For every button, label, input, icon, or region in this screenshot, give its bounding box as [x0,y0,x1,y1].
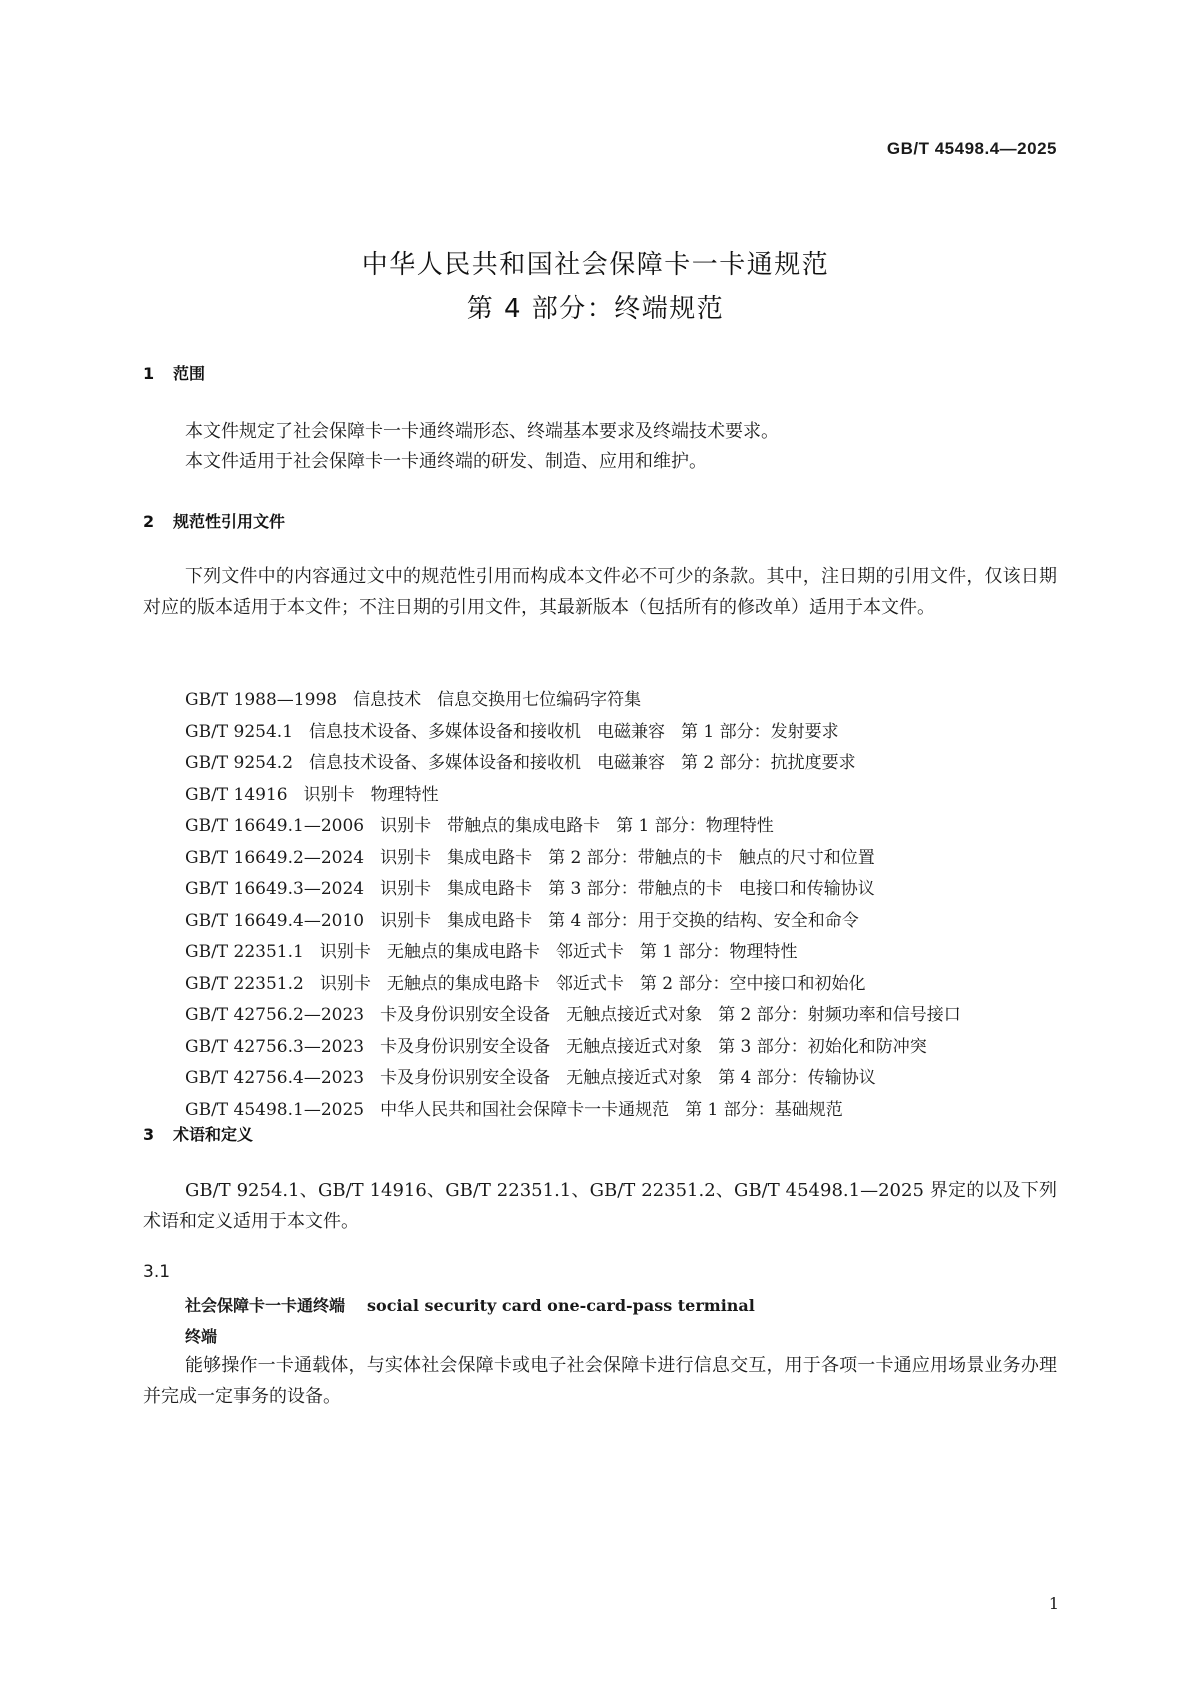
reference-title-part: 第 2 部分：空中接口和初始化 [639,973,866,994]
reference-title-part: 卡及身份识别安全设备 [380,1005,551,1025]
reference-code: GB/T 14916 [185,784,288,805]
reference-title-part: 第 1 部分：发射要求 [681,721,839,742]
reference-title-part: 带触点的集成电路卡 [447,816,601,836]
reference-title-part: 第 2 部分：带触点的卡 [548,847,723,868]
reference-item [185,1063,1060,1095]
reference-title-part: 集成电路卡 [447,910,533,931]
normative-references-list [185,685,1060,1126]
reference-title-part: 识别卡 [319,942,371,962]
reference-code: GB/T 22351.2 [185,973,304,994]
reference-title-part: 第 4 部分：传输协议 [718,1068,876,1088]
reference-item [185,1095,1060,1127]
reference-title-part: 第 3 部分：初始化和防冲突 [718,1036,927,1057]
reference-title-part: 识别卡 [380,879,432,899]
reference-item [185,1032,1060,1064]
reference-code: GB/T 16649.1—2006 [185,816,365,836]
section-3-heading [143,1122,253,1145]
reference-item [185,780,1060,812]
reference-title-part: 无触点接近式对象 [566,1036,703,1057]
section-1-heading [143,361,205,384]
reference-title-part: 卡及身份识别安全设备 [380,1036,551,1057]
reference-item [185,843,1060,875]
reference-title-part: 集成电路卡 [447,879,533,899]
references-intro-paragraph: 下列文件中的内容通过文中的规范性引用而构成本文件必不可少的条款。其中，注日期的引用文件，仅该日期对应的版本适用于本文件；不注日期的引用文件，其最新版本（包括所有的修改单）适用于本文件。 [143,566,1057,618]
reference-title-part: 无触点接近式对象 [566,1005,703,1025]
reference-title-part: 无触点的集成电路卡 [386,973,540,994]
reference-item [185,811,1060,843]
term-alias: 终端 [185,1327,218,1346]
reference-title-part: 第 3 部分：带触点的卡 [548,879,723,899]
standard-code: GB/T 45498.4—2025 [886,139,1057,158]
section-title: 范围 [173,364,206,383]
reference-code: GB/T 22351.1 [185,942,304,962]
scope-paragraph-1: 本文件规定了社会保障卡一卡通终端形态、终端基本要求及终端技术要求。 [185,421,779,442]
reference-code: GB/T 1988—1998 [185,690,338,710]
term-number: 3.1 [143,1262,171,1282]
reference-code: GB/T 45498.1—2025 [185,1099,365,1120]
section-title: 术语和定义 [173,1125,254,1144]
reference-title-part: 卡及身份识别安全设备 [380,1068,551,1088]
reference-title-part: 识别卡 [380,847,432,868]
reference-title-part: 触点的尺寸和位置 [738,847,875,868]
section-number: 2 [143,512,155,531]
reference-title-part: 识别卡 [303,784,355,805]
reference-title-part: 识别卡 [380,816,432,836]
reference-code: GB/T 16649.2—2024 [185,847,365,868]
term-entry [185,1293,755,1316]
term-english: social security card one-card-pass terminal [367,1296,755,1315]
reference-code: GB/T 9254.2 [185,753,294,773]
reference-code: GB/T 16649.4—2010 [185,910,365,931]
term-chinese: 社会保障卡一卡通终端 [185,1296,346,1315]
document-title: 中华人民共和国社会保障卡一卡通规范 [361,250,830,280]
page-number: 1 [1048,1594,1059,1613]
reference-code: GB/T 42756.2—2023 [185,1005,365,1025]
section-number: 1 [143,364,155,383]
reference-title-part: 集成电路卡 [447,847,533,868]
reference-title-part: 电磁兼容 [597,753,666,773]
reference-title-part: 信息技术设备、多媒体设备和接收机 [309,721,582,742]
term-definition: 能够操作一卡通载体，与实体社会保障卡或电子社会保障卡进行信息交互，用于各项一卡通应用场景业务办理并完成一定事务的设备。 [143,1355,1057,1407]
reference-item [185,685,1060,717]
reference-item [185,937,1060,969]
reference-item [185,906,1060,938]
section-2-heading [143,509,285,532]
reference-item [185,874,1060,906]
reference-title-part: 识别卡 [380,910,432,931]
reference-title-part: 电磁兼容 [597,721,666,742]
reference-code: GB/T 42756.4—2023 [185,1068,365,1088]
reference-title-part: 信息技术设备、多媒体设备和接收机 [309,753,582,773]
reference-title-part: 信息交换用七位编码字符集 [437,690,642,710]
reference-item [185,717,1060,749]
reference-title-part: 无触点接近式对象 [566,1068,703,1088]
reference-title-part: 第 1 部分：基础规范 [685,1099,843,1120]
reference-title-part: 电接口和传输协议 [738,879,875,899]
section-number: 3 [143,1125,155,1144]
scope-paragraph-2: 本文件适用于社会保障卡一卡通终端的研发、制造、应用和维护。 [185,451,707,472]
reference-title-part: 第 1 部分：物理特性 [639,942,798,962]
reference-code: GB/T 9254.1 [185,721,294,742]
reference-title-part: 信息技术 [353,690,422,710]
reference-title-part: 邻近式卡 [555,973,624,994]
section-title: 规范性引用文件 [173,512,286,531]
reference-title-part: 无触点的集成电路卡 [386,942,540,962]
terms-intro-paragraph: GB/T 9254.1、GB/T 14916、GB/T 22351.1、GB/T 22351.2、GB/T 45498.1—2025 界定的以及下列术语和定义适用于本文件。 [143,1180,1057,1232]
reference-title-part: 物理特性 [370,784,439,805]
reference-item [143,1000,1060,1032]
reference-item [185,969,1060,1001]
reference-title-part: 第 2 部分：射频功率和信号接口 [718,1005,961,1025]
document-subtitle: 第 4 部分：终端规范 [466,294,725,324]
reference-code: GB/T 42756.3—2023 [185,1036,365,1057]
reference-title-part: 第 4 部分：用于交换的结构、安全和命令 [548,910,859,931]
reference-title-part: 中华人民共和国社会保障卡一卡通规范 [380,1099,670,1120]
reference-title-part: 邻近式卡 [555,942,624,962]
reference-title-part: 第 1 部分：物理特性 [616,816,774,836]
reference-title-part: 第 2 部分：抗扰度要求 [681,753,856,773]
reference-title-part: 识别卡 [319,973,371,994]
reference-code: GB/T 16649.3—2024 [185,879,365,899]
reference-item [185,748,1060,780]
